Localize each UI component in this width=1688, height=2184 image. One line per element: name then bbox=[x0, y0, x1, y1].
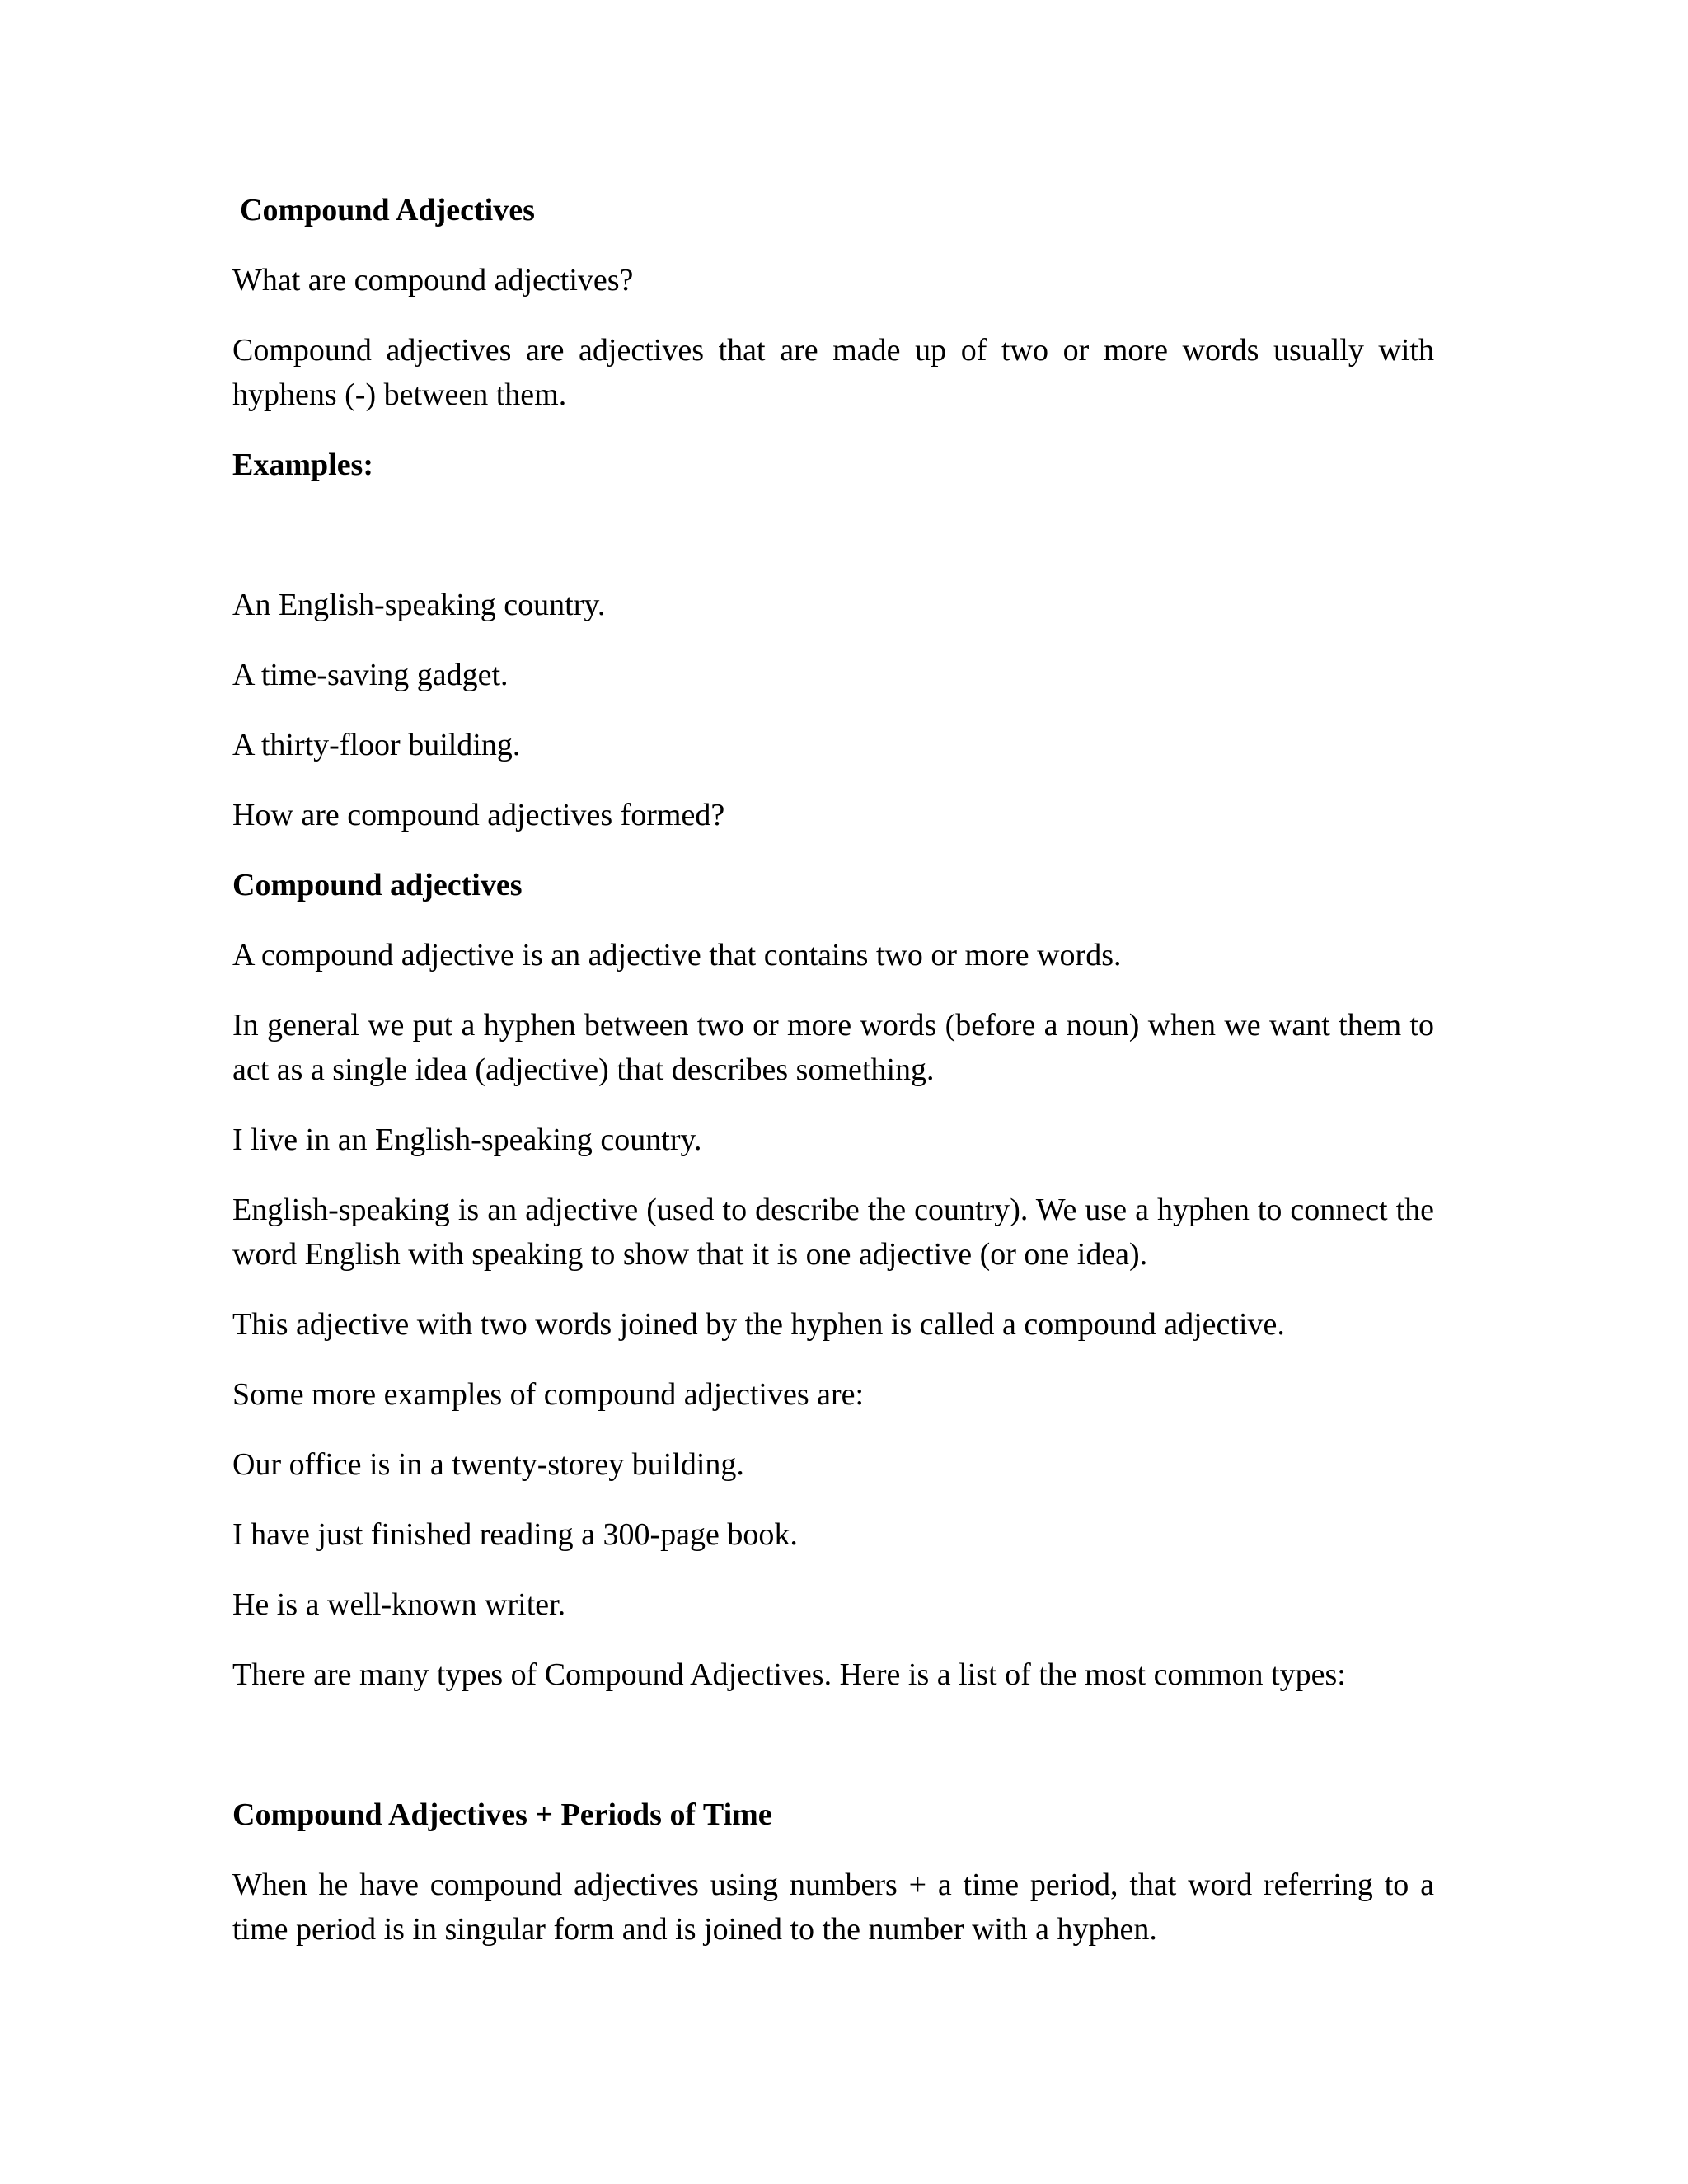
paragraph: In general we put a hyphen between two or more words (before a noun) when we want them to act as a single idea (adjective) that describes something. bbox=[232, 1008, 1434, 1087]
paragraph: Some more examples of compound adjectives are: bbox=[232, 1377, 865, 1412]
definition-paragraph: Compound adjectives are adjectives that are made up of two or more words usually with hyphens (-) between them. bbox=[232, 333, 1434, 412]
example-sentence: He is a well-known writer. bbox=[232, 1587, 566, 1622]
paragraph: This adjective with two words joined by the hyphen is called a compound adjective. bbox=[232, 1307, 1285, 1342]
example-item: A thirty-floor building. bbox=[232, 728, 521, 762]
example-sentence: I live in an English-speaking country. bbox=[232, 1122, 702, 1157]
example-sentence: Our office is in a twenty-storey building. bbox=[232, 1447, 744, 1482]
question-what-are: What are compound adjectives? bbox=[232, 263, 634, 298]
section-heading-compound-adjectives: Compound adjectives bbox=[232, 868, 523, 902]
document-title: Compound Adjectives bbox=[240, 193, 535, 227]
document-body bbox=[232, 188, 1434, 1952]
example-item: A time-saving gadget. bbox=[232, 658, 509, 692]
example-sentence: I have just finished reading a 300-page book. bbox=[232, 1517, 798, 1552]
example-item: An English-speaking country. bbox=[232, 588, 606, 622]
paragraph: English-speaking is an adjective (used to describe the country). We use a hyphen to connect the word English with speaking to show that it is one adjective (or one idea). bbox=[232, 1193, 1434, 1272]
paragraph: There are many types of Compound Adjectives. Here is a list of the most common types: bbox=[232, 1657, 1346, 1692]
section-heading-periods-of-time: Compound Adjectives + Periods of Time bbox=[232, 1797, 772, 1832]
paragraph: A compound adjective is an adjective that contains two or more words. bbox=[232, 938, 1122, 972]
paragraph: When he have compound adjectives using numbers + a time period, that word referring to a time period is in singular form and is joined to the number with a hyphen. bbox=[232, 1868, 1434, 1947]
question-how-formed: How are compound adjectives formed? bbox=[232, 798, 725, 832]
examples-heading: Examples: bbox=[232, 448, 373, 482]
